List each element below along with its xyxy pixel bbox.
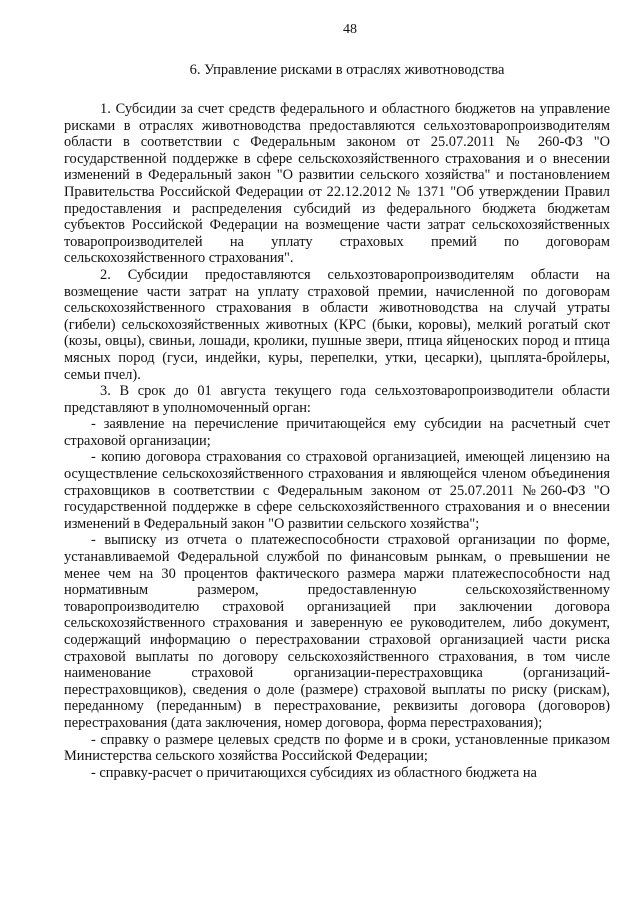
section-title: 6. Управление рисками в отраслях животноводства [189, 62, 505, 78]
paragraph-2: 2. Субсидии предоставляются сельхозтоваропроизводителям области на возмещение части затрат на уплату страховой премии, начисленной по договорам сельскохозяйственного страхования в области животноводства на случай утраты (гибели) сельскохозяйственных животных (КРС (быки, коровы), мелкий рогатый скот (козы, овцы), свиньи, лошади, кролики, пушные звери, птица яйценоских пород и птица мясных пород (гуси, индейки, куры, перепелки, утки, цесарки), цыплята-бройлеры, семьи пчел). [64, 266, 610, 383]
paragraph-3: 3. В срок до 01 августа текущего года сельхозтоваропроизводители области представляют в уполномоченный орган: [64, 383, 610, 416]
list-item-solvency-extract: - выписку из отчета о платежеспособности страховой организации по форме, устанавливаемой Федеральной службой по финансовым рынкам, о превышении не менее чем на 30 процентов фактического размера маржи платежеспособности над нормативным размером, предоставленную сельскохозяйственному товаропроизводителю страховой организацией при заключении договора сельскохозяйственного страхования и заверенную ее руководителем, либо документ, содержащий информацию о перестраховании страховой организацией части риска страховой выплаты по договору сельскохозяйственного страхования, в том числе наименование страховой организации-перестраховщика (организаций-перестраховщиков), сведения о доле (размере) страховой выплаты по риску (рискам), переданному (переданным) в перестрахование, реквизиты договора (договоров) перестрахования (дата заключения, номер договора, форма перестрахования); [64, 532, 610, 731]
body-text [64, 101, 610, 781]
page-number: 48 [343, 22, 357, 37]
list-item-contract-copy: - копию договора страхования со страховой организацией, имеющей лицензию на осуществление сельскохозяйственного страхования и являющейся членом объединения страховщиков в соответствии с Федеральным законом от 25.07.2011 №260-ФЗ "О государственной поддержке в сфере сельскохозяйственного страхования и о внесении изменений в Федеральный закон "О развитии сельского хозяйства"; [64, 449, 610, 532]
list-item-subsidy-calculation: - справку-расчет о причитающихся субсидиях из областного бюджета на [91, 764, 537, 781]
list-item-application: - заявление на перечисление причитающейся ему субсидии на расчетный счет страховой организации; [64, 416, 610, 449]
paragraph-1: 1. Субсидии за счет средств федерального и областного бюджетов на управление рисками в отраслях животноводства предоставляются сельхозтоваропроизводителям области в соответствии с Федеральным законом от 25.07.2011 № 260-ФЗ "О государственной поддержке в сфере сельскохозяйственного страхования и о внесении изменений в Федеральный закон "О развитии сельского хозяйства" и постановлением Правительства Российской Федерации от 22.12.2012 № 1371 "Об утверждении Правил предоставления и распределения субсидий из федерального бюджета бюджетам субъектов Российской Федерации на возмещение части затрат сельскохозяйственных товаропроизводителей на уплату страховых премий по договорам сельскохозяйственного страхования". [64, 101, 610, 267]
list-item-funds-certificate: - справку о размере целевых средств по форме и в сроки, установленные приказом Министерства сельского хозяйства Российской Федерации; [64, 731, 610, 765]
